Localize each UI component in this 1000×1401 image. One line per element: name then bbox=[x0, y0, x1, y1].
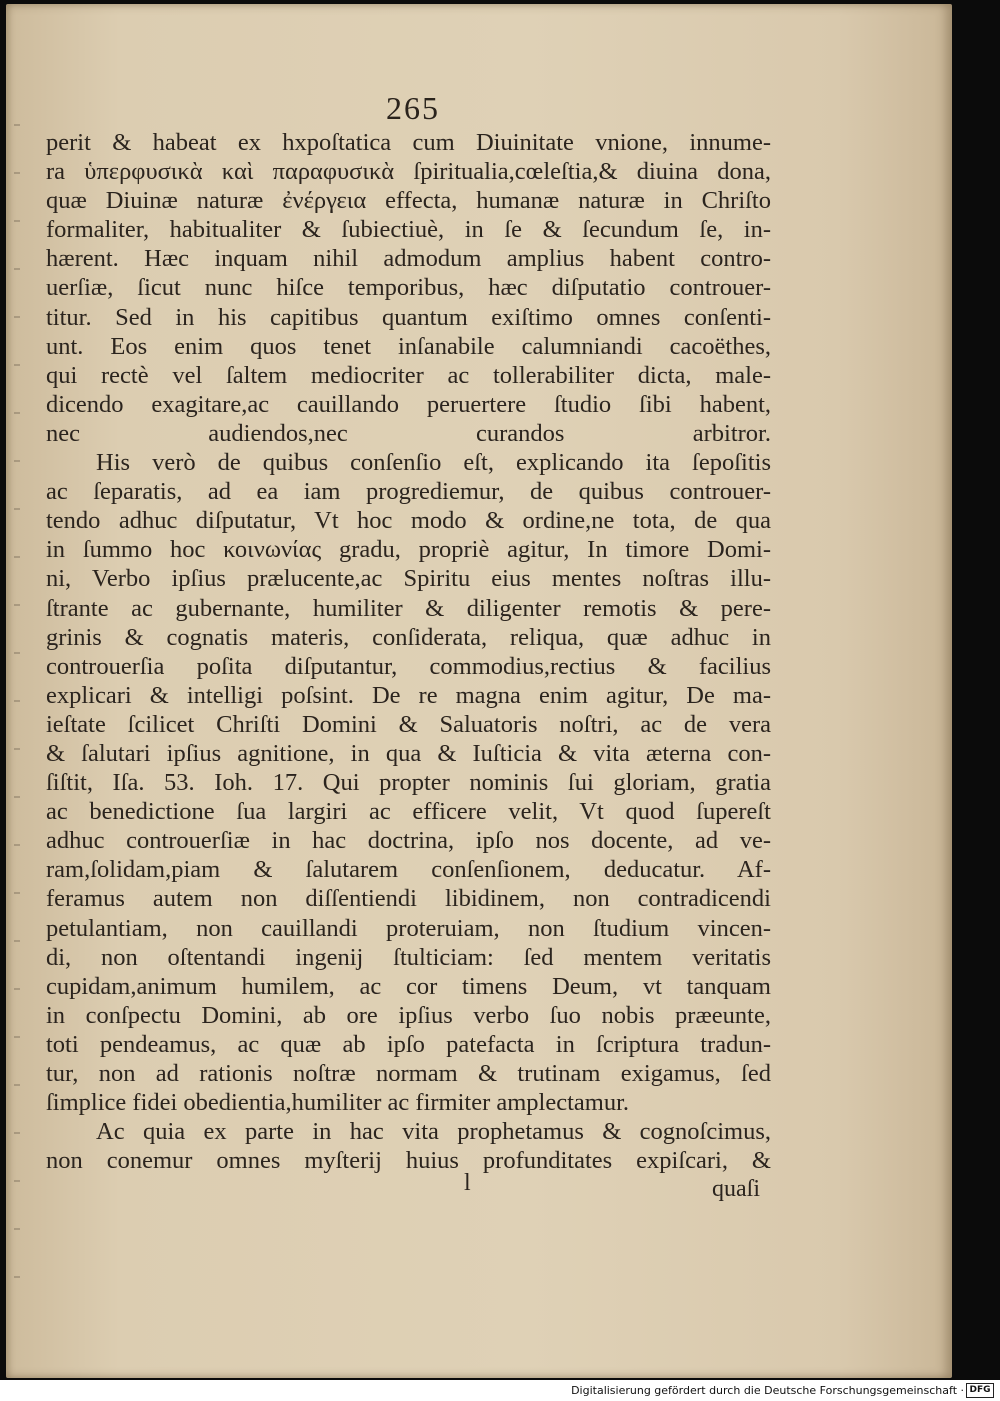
text-line: petulantiam, non cauillandi proteruiam, non ſtudium vincen- bbox=[46, 914, 771, 942]
text-line: adhuc controuerſiæ in hac doctrina, ipſo nos docente, ad ve- bbox=[46, 827, 771, 855]
text-line: qui rectè vel ſaltem mediocriter ac tollerabiliter dicta, male- bbox=[46, 361, 771, 389]
text-line: Ac quia ex parte in hac vita prophetamus & cognoſcimus, bbox=[96, 1118, 771, 1146]
text-line: ſtrante ac gubernante, humiliter & diligenter remotis & pere- bbox=[46, 594, 771, 622]
body-text bbox=[46, 128, 771, 1175]
text-line: hærent. Hæc inquam nihil admodum amplius habent contro- bbox=[46, 245, 771, 273]
text-line: ra ὑπερφυσικὰ καὶ παραφυσικὰ ſpiritualia,cœleſtia,& diuina dona, bbox=[46, 158, 771, 186]
text-line: controuerſia poſita diſputantur, commodius,rectius & facilius bbox=[46, 652, 771, 680]
text-line: uerſiæ, ſicut nunc hiſce temporibus, hæc diſputatio controuer- bbox=[46, 274, 771, 302]
text-line: ac ſeparatis, ad ea iam progrediemur, de quibus controuer- bbox=[46, 478, 771, 506]
catchword: quaſi bbox=[712, 1176, 760, 1202]
text-line: ieſtate ſcilicet Chriſti Domini & Saluatoris noſtri, ac de vera bbox=[46, 710, 771, 738]
digitization-footer bbox=[0, 1380, 1000, 1401]
text-line: non conemur omnes myſterij huius profunditates expiſcari, & bbox=[46, 1147, 771, 1175]
text-line: feramus autem non diſſentiendi libidinem, non contradicendi bbox=[46, 885, 771, 913]
text-line: ſimplice fidei obedientia,humiliter ac firmiter amplectamur. bbox=[46, 1089, 630, 1117]
text-line: nec audiendos,nec curandos arbitror. bbox=[46, 419, 771, 447]
text-line: toti pendeamus, ac quæ ab ipſo patefacta in ſcriptura tradun- bbox=[46, 1030, 771, 1058]
book-page bbox=[6, 4, 952, 1378]
text-line: dicendo exagitare,ac cauillando peruertere ſtudio ſibi habent, bbox=[46, 390, 771, 418]
text-line: tur, non ad rationis noſtræ normam & trutinam exigamus, ſed bbox=[46, 1060, 771, 1087]
text-line: cupidam,animum humilem, ac cor timens Deum, vt tanquam bbox=[46, 972, 771, 1000]
text-line: quæ Diuinæ naturæ ἐνέργεια effecta, humanæ naturæ in Chriſto bbox=[46, 187, 771, 215]
text-line: unt. Eos enim quos tenet inſanabile calumniandi cacoëthes, bbox=[46, 332, 771, 360]
text-line: grinis & cognatis materis, conſiderata, reliqua, quæ adhuc in bbox=[46, 623, 771, 651]
text-line: explicari & intelligi poſsint. De re magna enim agitur, De ma- bbox=[46, 681, 771, 709]
page-foot bbox=[6, 1170, 1000, 1206]
page-number: 265 bbox=[386, 90, 440, 126]
text-line: & ſalutari ipſius agnitione, in qua & Iuſticia & vita æterna con- bbox=[46, 739, 771, 767]
text-line: in ſummo hoc κοινωνίας gradu, propriè agitur, In timore Domi- bbox=[46, 536, 771, 564]
text-line: ram,ſolidam,piam & ſalutarem conſenſionem, deducatur. Af- bbox=[46, 856, 771, 884]
text-line: His verò de quibus conſenſio eſt, explicando ita ſepoſitis bbox=[96, 449, 771, 477]
text-line: titur. Sed in his capitibus quantum exiſtimo omnes conſenti- bbox=[46, 303, 771, 331]
dfg-logo-icon: DFG bbox=[966, 1383, 994, 1398]
footer-credit: Digitalisierung gefördert durch die Deutsche Forschungsgemeinschaft · bbox=[571, 1384, 964, 1397]
text-line: in conſpectu Domini, ab ore ipſius verbo ſuo nobis præeunte, bbox=[46, 1001, 771, 1029]
page-edge-shadow bbox=[14, 124, 20, 1304]
text-line: tendo adhuc diſputatur, Vt hoc modo & ordine,ne tota, de qua bbox=[46, 507, 771, 535]
text-line: di, non oſtentandi ingenij ſtulticiam: ſed mentem veritatis bbox=[46, 943, 771, 971]
text-line: ac benedictione ſua largiri ac efficere velit, Vt quod ſupereſt bbox=[46, 798, 771, 826]
text-line: perit & habeat ex hxpoſtatica cum Diuinitate vnione, innume- bbox=[46, 129, 771, 156]
text-line: ſiſtit, Iſa. 53. Ioh. 17. Qui propter nominis ſui gloriam, gratia bbox=[46, 769, 771, 797]
text-line: ni, Verbo ipſius prælucente,ac Spiritu eius mentes noſtras illu- bbox=[46, 565, 771, 593]
text-line: formaliter, habitualiter & ſubiectiuè, in ſe & ſecundum ſe, in- bbox=[46, 216, 771, 244]
signature-mark: l bbox=[464, 1170, 471, 1196]
